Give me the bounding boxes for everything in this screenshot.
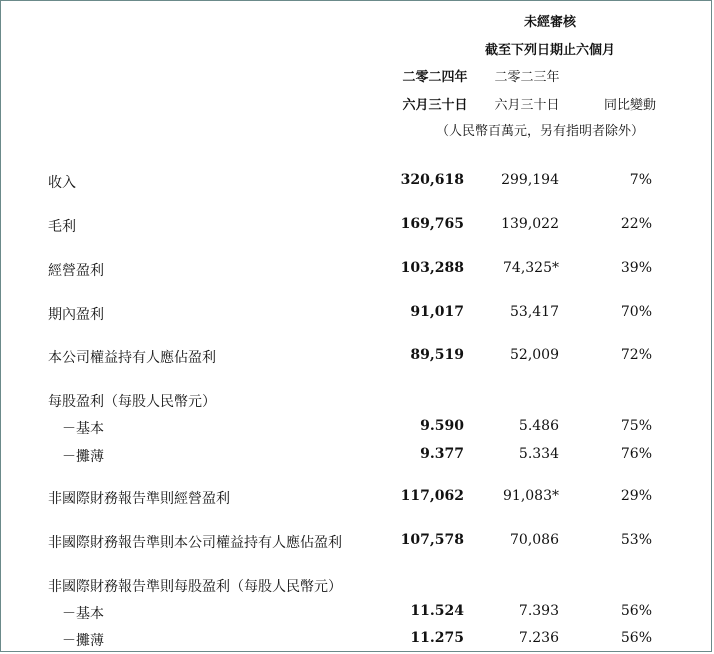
value-change: 53% [620, 532, 652, 548]
header-col2-date: 六月三十日 [494, 98, 560, 113]
value-2023: 52,009 [510, 347, 559, 363]
table-row [0, 260, 714, 280]
value-2024: 11.275 [410, 630, 464, 646]
value-change: 56% [620, 603, 652, 619]
value-change: 76% [620, 446, 652, 462]
value-2024: 103,288 [400, 260, 464, 276]
row-label: －攤薄 [62, 449, 104, 465]
value-2024: 89,519 [410, 347, 464, 363]
table-row [0, 391, 714, 411]
value-2023: 70,086 [510, 532, 559, 548]
table-row [0, 216, 714, 236]
value-change: 39% [620, 260, 652, 276]
table-row [0, 603, 714, 623]
table-row [0, 446, 714, 466]
value-change: 22% [620, 216, 652, 232]
value-2024: 320,618 [400, 172, 464, 188]
header-col1-year: 二零二四年 [402, 70, 468, 85]
value-2023: 7.393 [518, 603, 559, 619]
row-label: －基本 [62, 606, 104, 622]
value-2024: 9.377 [420, 446, 464, 462]
value-2023: 5.486 [518, 418, 559, 434]
row-label: －攤薄 [62, 633, 104, 649]
row-label: 非國際財務報告準則經營盈利 [48, 491, 230, 507]
value-2023: 5.334 [518, 446, 559, 462]
value-change: 56% [620, 630, 652, 646]
table-row [0, 304, 714, 324]
row-label: 非國際財務報告準則本公司權益持有人應佔盈利 [48, 535, 342, 551]
row-label: 非國際財務報告準則每股盈利（每股人民幣元） [48, 579, 342, 595]
row-label: 經營盈利 [48, 263, 104, 279]
value-2023: 7.236 [518, 630, 559, 646]
value-2023: 53,417 [510, 304, 559, 320]
table-row [0, 418, 714, 438]
row-label: 收入 [48, 175, 76, 191]
header-col2-year: 二零二三年 [494, 70, 560, 85]
value-2023: 299,194 [501, 172, 559, 188]
value-2024: 117,062 [400, 488, 464, 504]
value-change: 75% [620, 418, 652, 434]
table-row [0, 488, 714, 508]
table-row [0, 347, 714, 367]
value-2023: 74,325* [503, 260, 559, 276]
value-2024: 91,017 [410, 304, 464, 320]
row-label: 每股盈利（每股人民幣元） [48, 394, 216, 410]
header-col1-date: 六月三十日 [402, 98, 468, 113]
row-label: 毛利 [48, 219, 76, 235]
value-change: 29% [620, 488, 652, 504]
table-row [0, 532, 714, 552]
row-label: －基本 [62, 421, 104, 437]
value-2024: 9.590 [420, 418, 464, 434]
value-2023: 139,022 [501, 216, 559, 232]
table-row [0, 630, 714, 650]
table-row [0, 172, 714, 192]
header-unit-note: （人民幣百萬元，另有指明者除外） [435, 124, 644, 139]
header-period: 截至下列日期止六個月 [484, 43, 615, 58]
value-2024: 107,578 [400, 532, 464, 548]
value-change: 70% [620, 304, 652, 320]
value-2024: 11.524 [410, 603, 464, 619]
row-label: 期內盈利 [48, 307, 104, 323]
value-2024: 169,765 [400, 216, 464, 232]
value-change: 72% [620, 347, 652, 363]
value-2023: 91,083* [503, 488, 559, 504]
header-unaudited: 未經審核 [523, 15, 576, 30]
value-change: 7% [629, 172, 652, 188]
header-col3-label: 同比變動 [603, 98, 656, 113]
table-row [0, 576, 714, 596]
row-label: 本公司權益持有人應佔盈利 [48, 350, 216, 366]
